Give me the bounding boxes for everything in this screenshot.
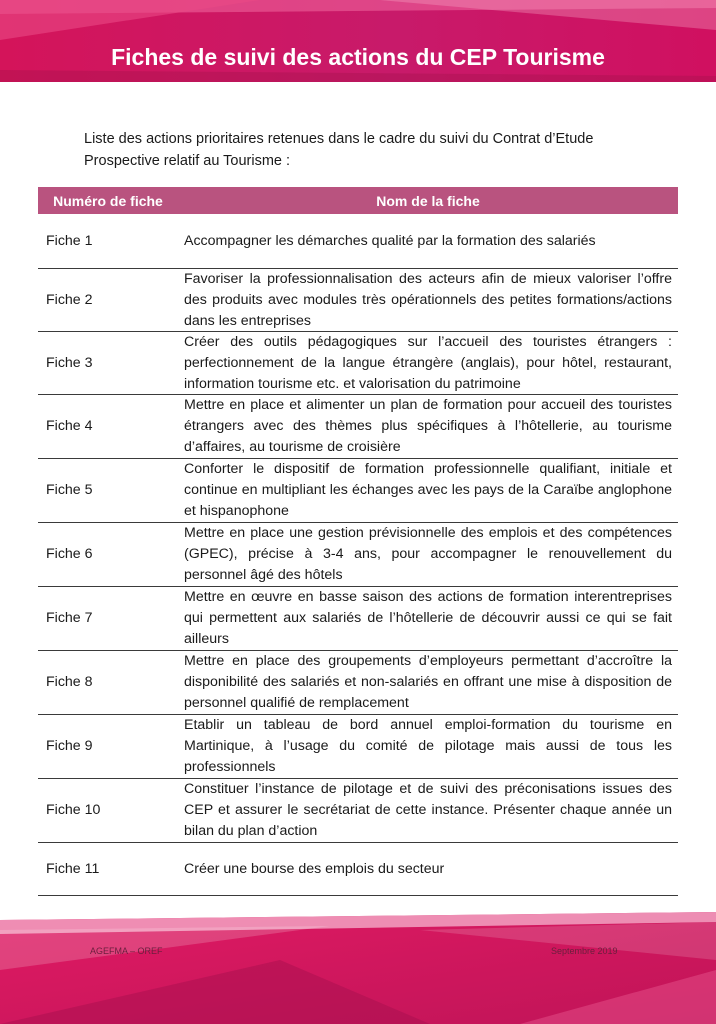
footer-banner xyxy=(0,900,716,1024)
page-title: Fiches de suivi des actions du CEP Tourisme xyxy=(111,44,605,70)
fiche-number: Fiche 1 xyxy=(46,232,93,249)
fiche-number: Fiche 4 xyxy=(46,418,93,434)
fiche-number: Fiche 11 xyxy=(46,860,100,877)
fiche-number: Fiche 7 xyxy=(46,610,93,626)
fiche-number: Fiche 2 xyxy=(46,291,93,308)
table-row xyxy=(38,269,678,332)
intro-text: Liste des actions prioritaires retenues dans le cadre du suivi du Contrat d’Etude Prospective relatif au Tourisme : xyxy=(84,131,594,169)
column-header-name: Nom de la fiche xyxy=(376,192,480,209)
table-row xyxy=(38,779,678,843)
footer-date: Septembre 2019 xyxy=(551,946,618,956)
fiche-name: Mettre en place des groupements d’employeurs permettant d’accroître la disponibilité des salariés et non-salariés en offrant une mise à disposition de personnel qualifié de remplacement xyxy=(184,653,672,711)
fiche-name: Créer une bourse des emplois du secteur xyxy=(184,860,445,877)
fiche-name: Constituer l’instance de pilotage et de suivi des préconisations issues des CEP et assurer le secrétariat de cette instance. Présenter chaque année un bilan du plan d’action xyxy=(184,781,672,839)
fiche-name: Créer des outils pédagogiques sur l’accueil des touristes étrangers : perfectionnement de la langue étrangère (anglais), pour hôtel, restaurant, information tourisme etc. et valorisation du patrimoine xyxy=(184,333,672,392)
fiche-number: Fiche 10 xyxy=(46,802,101,818)
footer-background xyxy=(0,900,716,1024)
table-row xyxy=(38,214,678,269)
fiche-name: Accompagner les démarches qualité par la formation des salariés xyxy=(184,232,596,249)
fiche-name: Mettre en place une gestion prévisionnelle des emplois et des compétences (GPEC), précise à 3-4 ans, pour accompagner le renouvellement du personnel âgé des hôtels xyxy=(184,525,672,583)
fiche-name: Conforter le dispositif de formation professionnelle qualifiant, initiale et continue en multipliant les échanges avec les pays de la Caraïbe anglophone et hispanophone xyxy=(184,461,672,519)
fiche-number: Fiche 6 xyxy=(46,546,93,562)
fiche-number: Fiche 3 xyxy=(46,354,93,371)
table-row xyxy=(38,843,678,896)
table-row xyxy=(38,587,678,651)
table-row xyxy=(38,523,678,587)
table-row xyxy=(38,395,678,459)
fiche-name: Etablir un tableau de bord annuel emploi-formation du tourisme en Martinique, à l’usage du comité de pilotage mais aussi de tous les professionnels xyxy=(184,717,672,775)
actions-table xyxy=(38,187,678,896)
fiche-name: Mettre en œuvre en basse saison des actions de formation interentreprises qui permettent aux salariés de l’hôtellerie de découvrir aussi ce qui se fait ailleurs xyxy=(184,589,672,647)
fiche-name: Favoriser la professionnalisation des acteurs afin de mieux valoriser l’offre des produits avec modules très opérationnels des petites formations/actions dans les entreprises xyxy=(184,270,672,329)
table-row xyxy=(38,715,678,779)
fiche-name: Mettre en place et alimenter un plan de formation pour accueil des touristes étrangers avec des thèmes plus spécifiques à l’hôtellerie, au tourisme d’affaires, au tourisme de croisière xyxy=(184,397,672,455)
fiche-number: Fiche 9 xyxy=(46,738,93,754)
column-header-number: Numéro de fiche xyxy=(53,192,163,209)
table-row xyxy=(38,651,678,715)
table-row xyxy=(38,332,678,395)
fiche-number: Fiche 5 xyxy=(46,482,93,498)
footer-organization: AGEFMA – OREF xyxy=(90,946,163,956)
fiche-number: Fiche 8 xyxy=(46,674,93,690)
table-row xyxy=(38,459,678,523)
table-header xyxy=(38,187,678,214)
